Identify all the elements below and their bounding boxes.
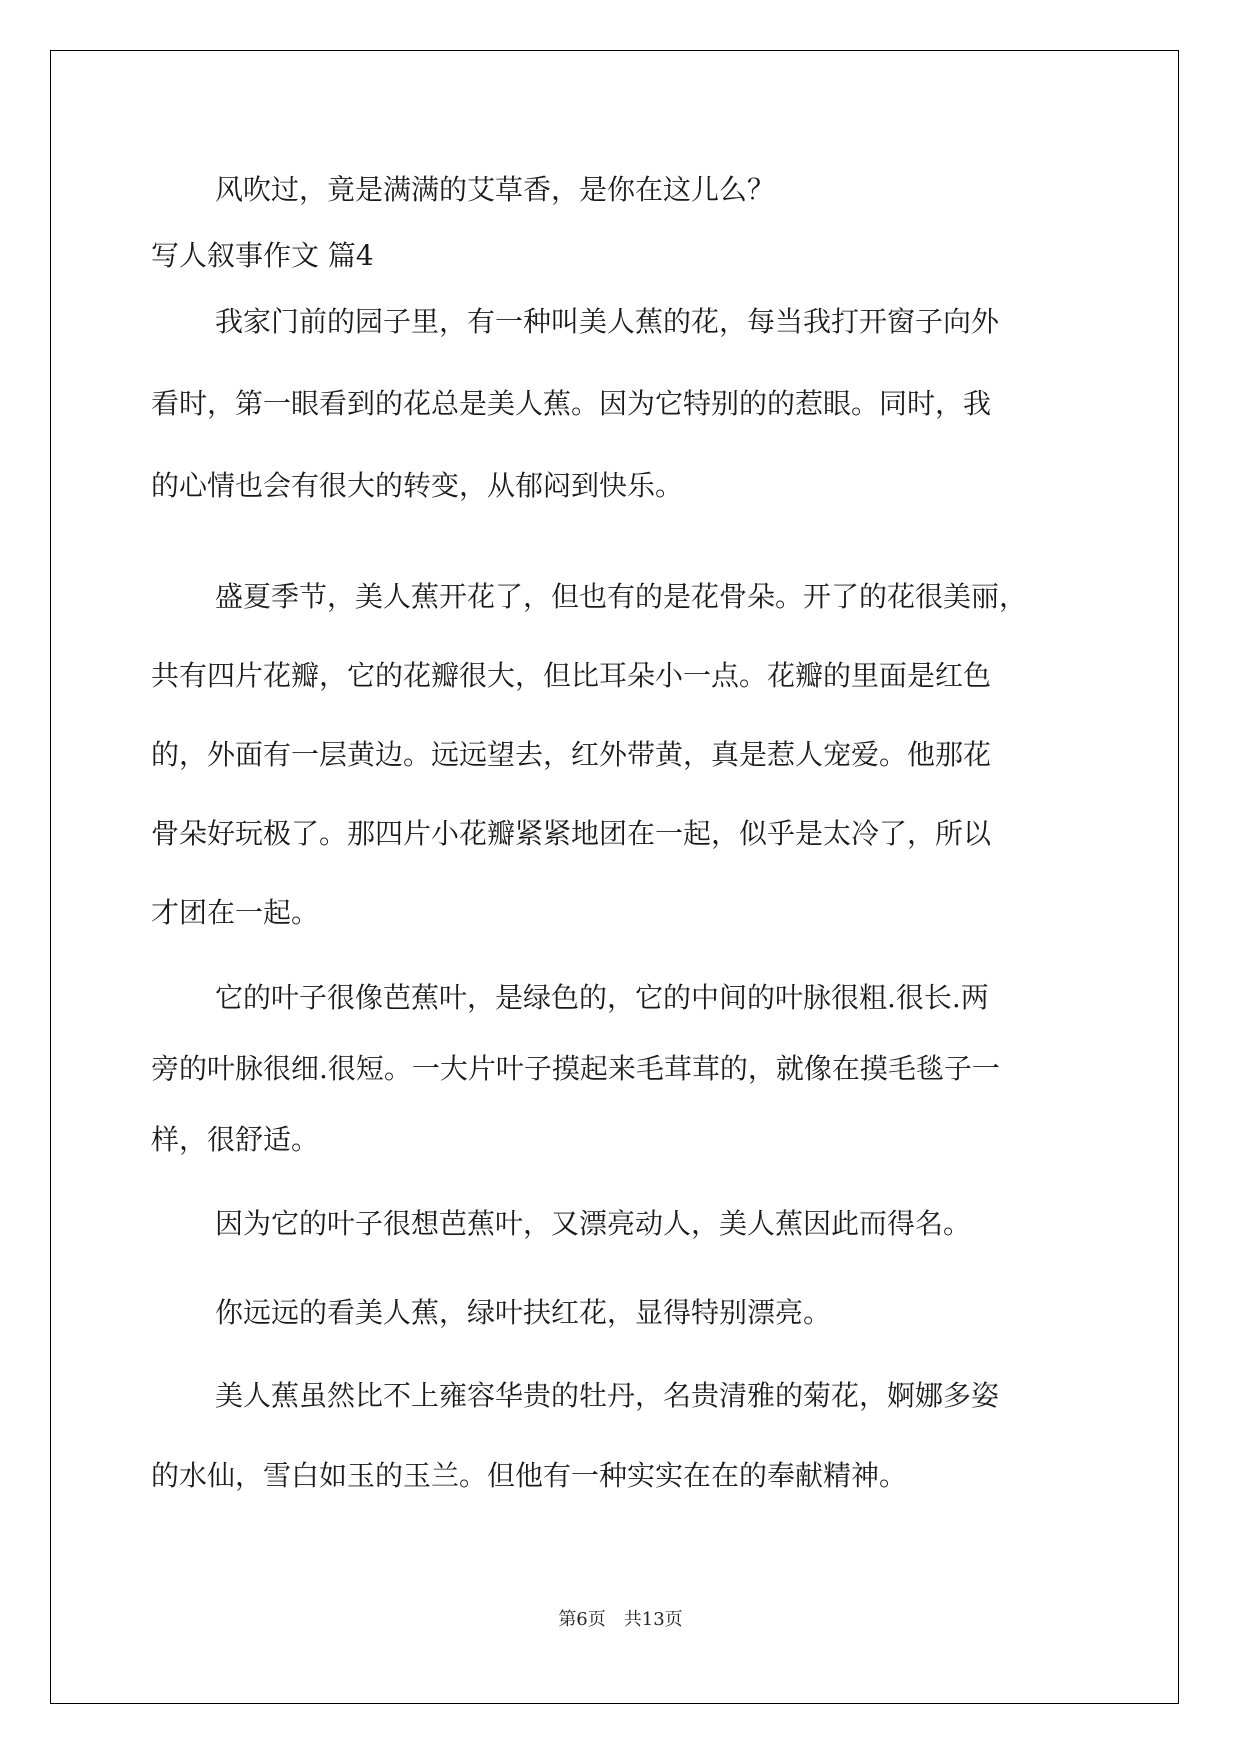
paragraph-line: 旁的叶脉很细.很短。一大片叶子摸起来毛茸茸的，就像在摸毛毯子一	[151, 1052, 1000, 1085]
paragraph-line: 因为它的叶子很想芭蕉叶，又漂亮动人，美人蕉因此而得名。	[215, 1207, 972, 1240]
paragraph-line: 的，外面有一层黄边。远远望去，红外带黄，真是惹人宠爱。他那花	[151, 738, 992, 771]
paragraph-line: 你远远的看美人蕉，绿叶扶红花，显得特别漂亮。	[215, 1296, 832, 1329]
paragraph-line: 盛夏季节，美人蕉开花了，但也有的是花骨朵。开了的花很美丽，	[215, 580, 1028, 613]
paragraph-line: 样，很舒适。	[151, 1123, 320, 1156]
paragraph-line: 美人蕉虽然比不上雍容华贵的牡丹，名贵清雅的菊花，婀娜多姿	[215, 1379, 1000, 1412]
section-heading: 写人叙事作文 篇4	[151, 239, 374, 272]
paragraph-line: 骨朵好玩极了。那四片小花瓣紧紧地团在一起，似乎是太冷了，所以	[151, 817, 992, 850]
paragraph-line: 看时，第一眼看到的花总是美人蕉。因为它特别的的惹眼。同时，我	[151, 387, 992, 420]
paragraph-line: 我家门前的园子里，有一种叫美人蕉的花，每当我打开窗子向外	[215, 305, 1000, 338]
paragraph-line: 风吹过，竟是满满的艾草香，是你在这儿么？	[215, 173, 776, 206]
paragraph-line: 的水仙，雪白如玉的玉兰。但他有一种实实在在的奉献精神。	[151, 1459, 908, 1492]
page-border	[50, 50, 1179, 1704]
paragraph-line: 它的叶子很像芭蕉叶，是绿色的，它的中间的叶脉很粗.很长.两	[215, 981, 989, 1014]
page-total: 共13页	[623, 1609, 683, 1630]
page-number: 第6页	[558, 1609, 606, 1630]
page-footer	[0, 1605, 1241, 1631]
paragraph-line: 才团在一起。	[151, 896, 320, 929]
paragraph-line: 的心情也会有很大的转变，从郁闷到快乐。	[151, 469, 684, 502]
paragraph-line: 共有四片花瓣，它的花瓣很大，但比耳朵小一点。花瓣的里面是红色	[151, 659, 992, 692]
